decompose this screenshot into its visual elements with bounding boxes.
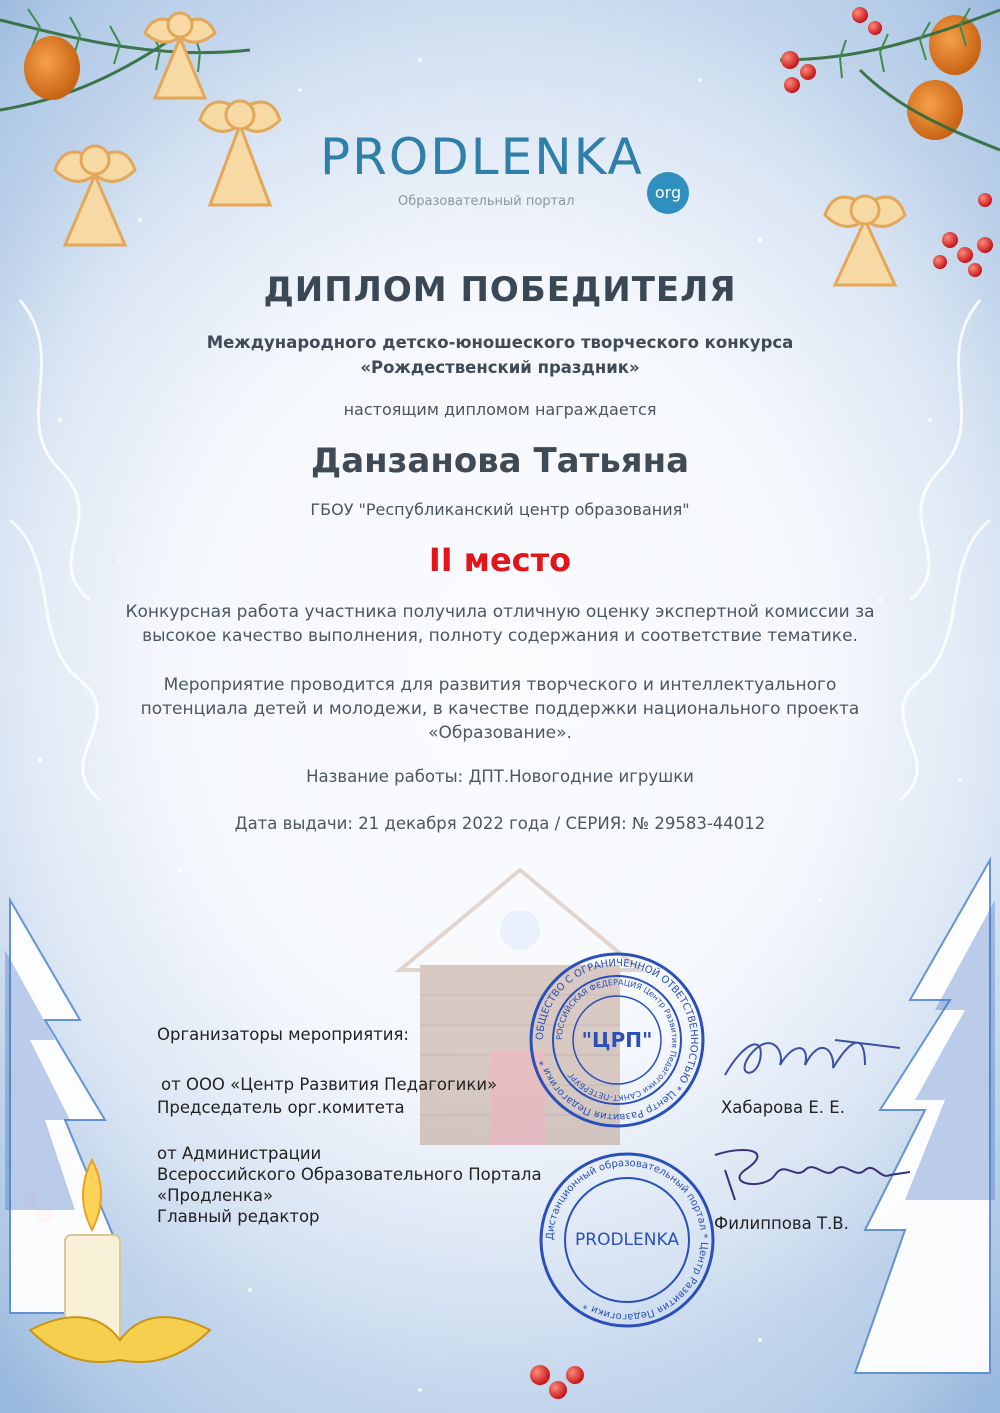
recipient-name: Данзанова Татьяна <box>310 441 690 481</box>
institution: ГБОУ "Республиканский центр образования" <box>310 500 690 519</box>
organizer-1-name: от ООО «Центр Развития Педагогики» <box>161 1075 498 1094</box>
logo-subtitle: Образовательный портал <box>398 194 575 209</box>
contest-line-2: «Рождественский праздник» <box>360 358 640 377</box>
logo-text: PRODLENKA <box>320 128 644 186</box>
crp-stamp-inner-text: РОССИЙСКАЯ ФЕДЕРАЦИЯ Центр Развития Педагогики САНКТ-ПЕТЕРБУРГ <box>554 977 680 1103</box>
issue-date-series: Дата выдачи: 21 декабря 2022 года / СЕРИЯ: № 29583-44012 <box>234 814 766 833</box>
organizer-1-signer: Хабарова Е. Е. <box>721 1098 845 1117</box>
signature-khabarova <box>715 1020 905 1095</box>
organizer-1 <box>161 1074 497 1095</box>
crp-stamp-ring-text: ОБЩЕСТВО С ОГРАНИЧЕННОЙ ОТВЕТСТВЕННОСТЬЮ * Центр Развития Педагогики * <box>534 957 700 1123</box>
contest-line-1: Международного детско-юношеского творческого конкурса <box>206 333 794 352</box>
logo-org-badge: org <box>647 172 689 214</box>
crp-stamp-center: "ЦРП" <box>581 1028 653 1052</box>
organizer-1-role: Председатель орг.комитета <box>157 1098 405 1117</box>
evaluation-line-2: высокое качество выполнения, полноту содержания и соответствие тематике. <box>142 626 858 646</box>
organizers-heading: Организаторы мероприятия: <box>157 1025 409 1044</box>
work-title: Название работы: ДПТ.Новогодние игрушки <box>306 767 694 786</box>
organizer-2-line-3: «Продленка» <box>157 1186 274 1205</box>
purpose-paragraph <box>0 673 1000 745</box>
crp-stamp <box>527 950 707 1130</box>
evaluation-line-1: Конкурсная работа участника получила отличную оценку экспертной комиссии за <box>125 602 875 622</box>
purpose-line-2: потенциала детей и молодежи, в качестве поддержки национального проекта <box>140 699 860 719</box>
prodlenka-stamp-logo: PRODLENKA <box>575 1230 679 1250</box>
diploma-title: ДИПЛОМ ПОБЕДИТЕЛЯ <box>263 270 737 310</box>
contest-name <box>0 330 1000 380</box>
organizer-2-signer: Филиппова Т.В. <box>714 1214 849 1233</box>
signature-filippova <box>705 1140 915 1210</box>
organizer-2 <box>157 1143 542 1227</box>
prodlenka-logo <box>320 128 680 218</box>
purpose-line-3: «Образование». <box>428 723 572 743</box>
place-award: II место <box>428 541 572 579</box>
awarded-text: настоящим дипломом награждается <box>343 400 657 419</box>
prodlenka-stamp-ring-text: Дистанционный образовательный портал * Центр Развития Педагогики * <box>544 1157 710 1323</box>
purpose-line-1: Мероприятие проводится для развития творческого и интеллектуального <box>163 675 837 695</box>
organizer-2-line-1: от Администрации <box>157 1144 322 1163</box>
evaluation-paragraph <box>0 600 1000 648</box>
prodlenka-stamp <box>537 1150 717 1330</box>
organizer-2-line-2: Всероссийского Образовательного Портала <box>157 1165 542 1184</box>
organizer-2-role: Главный редактор <box>157 1207 320 1226</box>
